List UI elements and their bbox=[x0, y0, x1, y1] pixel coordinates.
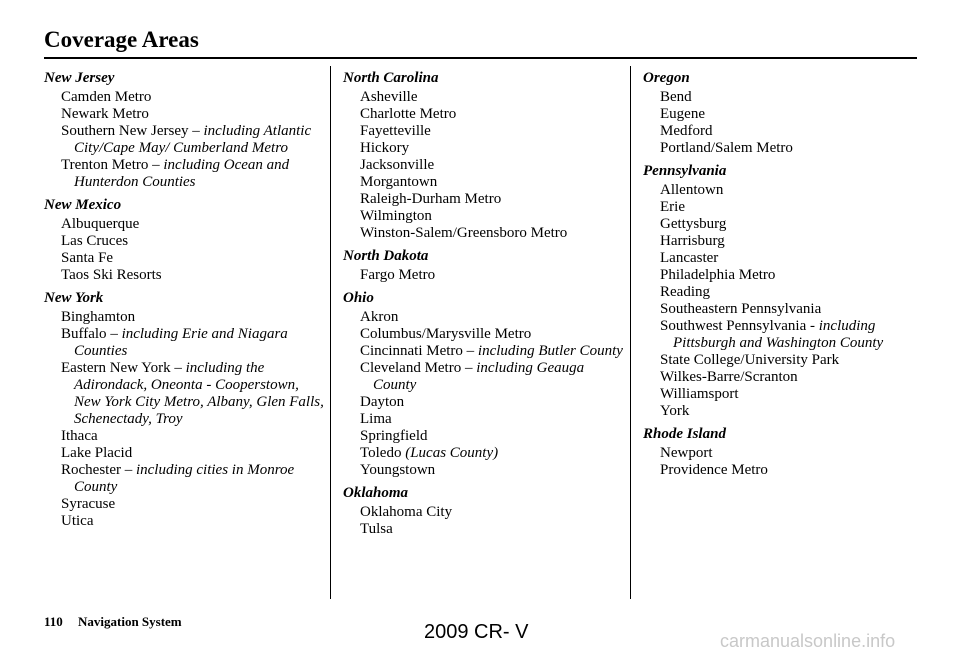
city-item bbox=[343, 174, 623, 191]
city-item bbox=[343, 326, 623, 343]
city-name: Medford bbox=[660, 123, 713, 139]
city-item bbox=[643, 403, 923, 420]
city-item bbox=[343, 267, 623, 284]
city-name: Santa Fe bbox=[61, 250, 114, 266]
city-item bbox=[343, 106, 623, 123]
site-watermark: carmanualsonline.info bbox=[720, 631, 896, 651]
city-item bbox=[343, 343, 623, 360]
state-section bbox=[44, 197, 324, 284]
city-item bbox=[343, 191, 623, 208]
state-section bbox=[343, 485, 623, 538]
city-item bbox=[643, 233, 923, 250]
column-divider bbox=[630, 66, 631, 599]
city-name: Springfield bbox=[360, 428, 428, 444]
city-name: Albuquerque bbox=[61, 216, 140, 232]
city-name: Lake Placid bbox=[61, 445, 133, 461]
city-item bbox=[343, 140, 623, 157]
city-item bbox=[643, 267, 923, 284]
city-name: Asheville bbox=[360, 89, 418, 105]
city-item bbox=[343, 411, 623, 428]
city-name: State College/University Park bbox=[660, 352, 840, 368]
state-section bbox=[343, 70, 623, 242]
city-item bbox=[44, 106, 324, 123]
city-note: – including Geauga County bbox=[373, 360, 585, 393]
state-section bbox=[643, 70, 923, 157]
state-heading: Pennsylvania bbox=[643, 163, 727, 179]
city-name: Erie bbox=[660, 199, 685, 215]
city-item bbox=[643, 462, 923, 479]
city-item bbox=[343, 394, 623, 411]
city-item bbox=[343, 504, 623, 521]
city-note: – including Ocean and Hunterdon Counties bbox=[74, 157, 290, 190]
city-item bbox=[643, 284, 923, 301]
city-name: Philadelphia Metro bbox=[660, 267, 776, 283]
city-name: Buffalo bbox=[61, 326, 107, 342]
city-item bbox=[343, 89, 623, 106]
city-name: Fayetteville bbox=[360, 123, 431, 139]
city-name: Youngstown bbox=[360, 462, 436, 478]
city-name: Oklahoma City bbox=[360, 504, 453, 520]
city-name: Ithaca bbox=[61, 428, 98, 444]
city-item bbox=[343, 157, 623, 174]
state-heading: Oklahoma bbox=[343, 485, 409, 501]
city-name: Eugene bbox=[660, 106, 705, 122]
city-name: Fargo Metro bbox=[360, 267, 436, 283]
city-item bbox=[44, 496, 324, 513]
city-note: – including the Adirondack, Oneonta - Cooperstown, New York City Metro, Albany, Glen Falls, Schenectady, Troy bbox=[74, 360, 324, 427]
city-name: Bend bbox=[660, 89, 692, 105]
city-name: Trenton Metro bbox=[61, 157, 149, 173]
city-name: Cleveland Metro bbox=[360, 360, 462, 376]
city-item bbox=[343, 445, 623, 462]
state-heading: Ohio bbox=[343, 290, 374, 306]
city-name: Toledo bbox=[360, 445, 402, 461]
city-name: Eastern New York bbox=[61, 360, 171, 376]
state-section bbox=[44, 290, 324, 530]
city-item bbox=[643, 89, 923, 106]
city-name: Taos Ski Resorts bbox=[61, 267, 162, 283]
city-note: – including Butler County bbox=[466, 343, 623, 359]
city-name: Wilmington bbox=[360, 208, 432, 224]
city-name: Portland/Salem Metro bbox=[660, 140, 793, 156]
city-name: Tulsa bbox=[360, 521, 393, 537]
state-section bbox=[44, 70, 324, 191]
city-item bbox=[643, 318, 923, 352]
state-heading: New York bbox=[44, 290, 104, 306]
city-name: Allentown bbox=[660, 182, 724, 198]
city-name: Raleigh-Durham Metro bbox=[360, 191, 502, 207]
city-item bbox=[44, 360, 324, 428]
model-label: 2009 CR- V bbox=[424, 621, 529, 643]
city-item bbox=[343, 225, 623, 242]
city-name: Cincinnati Metro bbox=[360, 343, 463, 359]
state-heading: North Carolina bbox=[343, 70, 439, 86]
city-item bbox=[343, 360, 623, 394]
city-item bbox=[343, 462, 623, 479]
column-2 bbox=[343, 70, 623, 544]
state-section bbox=[643, 426, 923, 479]
city-name: Jacksonville bbox=[360, 157, 435, 173]
city-item bbox=[643, 352, 923, 369]
city-name: Winston-Salem/Greensboro Metro bbox=[360, 225, 568, 241]
city-item bbox=[44, 216, 324, 233]
city-name: Williamsport bbox=[660, 386, 739, 402]
city-item bbox=[643, 369, 923, 386]
city-item bbox=[343, 123, 623, 140]
city-name: Gettysburg bbox=[660, 216, 727, 232]
city-item bbox=[44, 462, 324, 496]
city-name: Utica bbox=[61, 513, 94, 529]
city-name: Newark Metro bbox=[61, 106, 149, 122]
city-item bbox=[44, 123, 324, 157]
city-name: Charlotte Metro bbox=[360, 106, 457, 122]
city-name: Harrisburg bbox=[660, 233, 725, 249]
city-name: Dayton bbox=[360, 394, 405, 410]
city-note: – including Erie and Niagara Counties bbox=[74, 326, 288, 359]
city-item bbox=[44, 89, 324, 106]
city-item bbox=[44, 445, 324, 462]
city-name: Las Cruces bbox=[61, 233, 129, 249]
city-name: Reading bbox=[660, 284, 710, 300]
city-name: Providence Metro bbox=[660, 462, 768, 478]
state-heading: Rhode Island bbox=[643, 426, 726, 442]
page-title: Coverage Areas bbox=[44, 27, 199, 52]
city-item bbox=[643, 301, 923, 318]
state-section bbox=[343, 248, 623, 284]
city-name: Camden Metro bbox=[61, 89, 152, 105]
city-name: Akron bbox=[360, 309, 399, 325]
state-heading: New Mexico bbox=[44, 197, 122, 213]
title-rule bbox=[44, 57, 917, 59]
city-item bbox=[44, 513, 324, 530]
state-heading: New Jersey bbox=[44, 70, 115, 86]
state-section bbox=[643, 163, 923, 420]
city-item bbox=[44, 250, 324, 267]
column-divider bbox=[330, 66, 331, 599]
city-item bbox=[643, 140, 923, 157]
city-item bbox=[643, 106, 923, 123]
city-name: Southern New Jersey bbox=[61, 123, 189, 139]
city-name: Lancaster bbox=[660, 250, 719, 266]
city-item bbox=[44, 428, 324, 445]
city-name: Southwest Pennsylvania bbox=[660, 318, 807, 334]
city-item bbox=[343, 208, 623, 225]
city-name: Lima bbox=[360, 411, 392, 427]
city-name: Morgantown bbox=[360, 174, 438, 190]
city-item bbox=[643, 199, 923, 216]
section-label: Navigation System bbox=[78, 614, 182, 629]
city-item bbox=[643, 182, 923, 199]
city-name: Wilkes-Barre/Scranton bbox=[660, 369, 798, 385]
city-name: Newport bbox=[660, 445, 713, 461]
state-section bbox=[343, 290, 623, 479]
city-item bbox=[44, 309, 324, 326]
city-item bbox=[643, 216, 923, 233]
city-item bbox=[44, 267, 324, 284]
city-item bbox=[343, 428, 623, 445]
city-item bbox=[643, 445, 923, 462]
city-note: – including Atlantic City/Cape May/ Cumberland Metro bbox=[74, 123, 312, 156]
city-item bbox=[44, 233, 324, 250]
city-item bbox=[643, 250, 923, 267]
city-item bbox=[643, 123, 923, 140]
state-heading: North Dakota bbox=[343, 248, 429, 264]
city-note: - including Pittsburgh and Washington County bbox=[673, 318, 884, 351]
city-name: Binghamton bbox=[61, 309, 136, 325]
column-1 bbox=[44, 70, 324, 536]
city-item bbox=[343, 309, 623, 326]
city-item bbox=[343, 521, 623, 538]
city-item bbox=[643, 386, 923, 403]
state-heading: Oregon bbox=[643, 70, 690, 86]
page-number: 110 bbox=[44, 614, 63, 629]
city-name: York bbox=[660, 403, 690, 419]
column-3 bbox=[643, 70, 923, 485]
city-name: Rochester bbox=[61, 462, 121, 478]
city-item bbox=[44, 157, 324, 191]
city-name: Columbus/Marysville Metro bbox=[360, 326, 532, 342]
city-note: – including cities in Monroe County bbox=[74, 462, 295, 495]
city-name: Southeastern Pennsylvania bbox=[660, 301, 822, 317]
city-note: (Lucas County) bbox=[405, 445, 499, 461]
city-name: Syracuse bbox=[61, 496, 116, 512]
city-name: Hickory bbox=[360, 140, 410, 156]
city-item bbox=[44, 326, 324, 360]
